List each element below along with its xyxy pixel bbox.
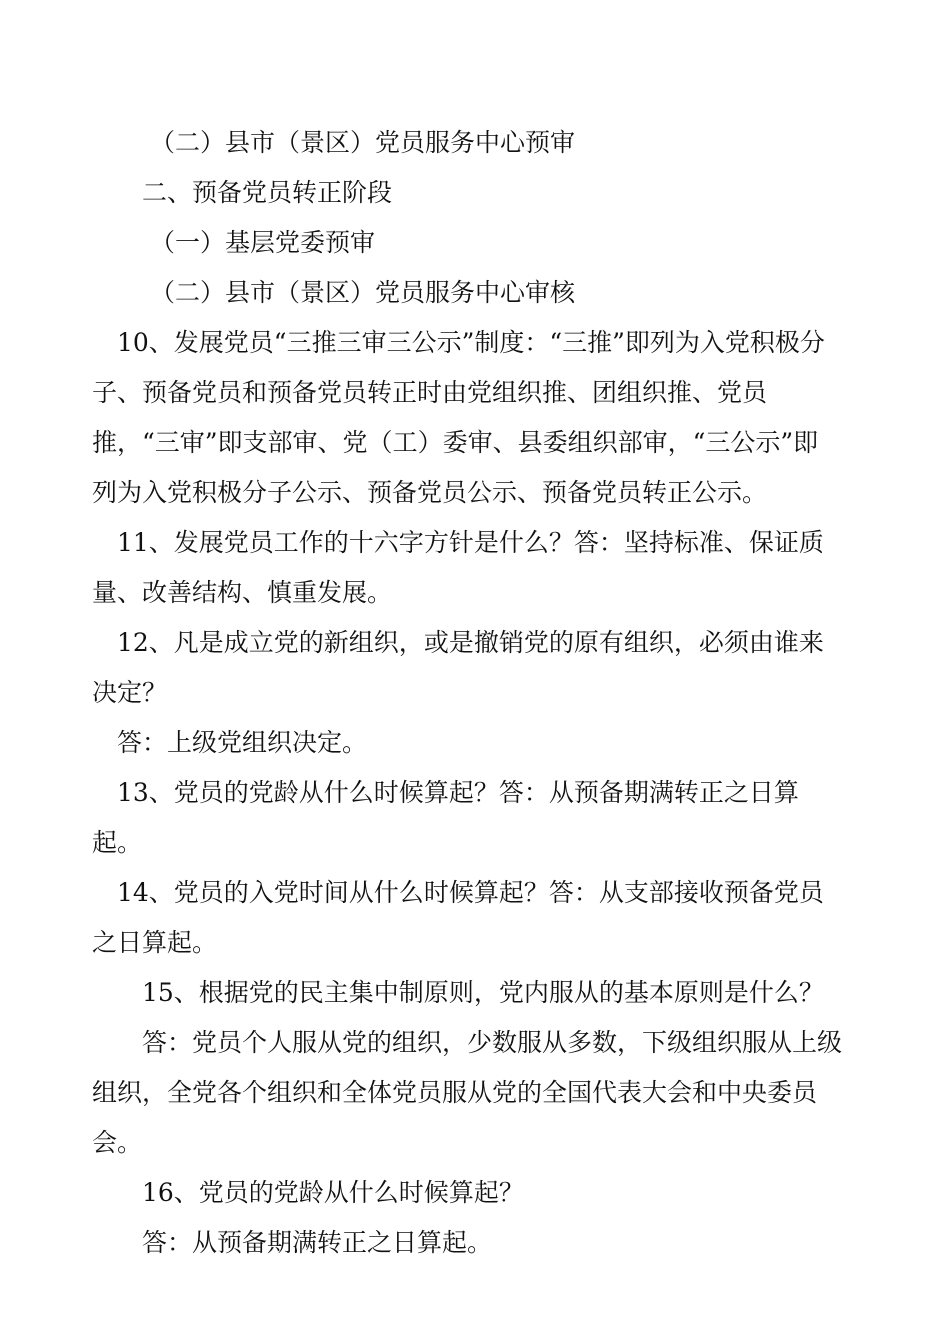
paragraph-item-16-answer: 答：从预备期满转正之日算起。: [142, 1228, 493, 1257]
paragraph-county-service-center-review: （二）县市（景区）党员服务中心审核: [150, 278, 576, 307]
paragraph-item-15-answer: 答：党员个人服从党的组织，少数服从多数，下级组织服从上级组织，全党各个组织和全体党员服从党的全国代表大会和中央委员会。: [92, 1028, 843, 1157]
paragraph-item-12-answer: 答：上级党组织决定。: [117, 728, 368, 757]
document-body: [92, 118, 842, 1268]
paragraph-item-15: 15、根据党的民主集中制原则，党内服从的基本原则是什么？: [142, 978, 824, 1007]
paragraph-item-13: 13、党员的党龄从什么时候算起？答：从预备期满转正之日算起。: [92, 778, 799, 857]
paragraph-item-14: 14、党员的入党时间从什么时候算起？答：从支部接收预备党员之日算起。: [92, 878, 824, 957]
paragraph-grassroots-committee-pre-review: （一）基层党委预审: [150, 228, 376, 257]
paragraph-item-12: 12、凡是成立党的新组织，或是撤销党的原有组织，必须由谁来决定？: [92, 628, 824, 707]
paragraph-item-10: 10、发展党员“三推三审三公示”制度：“三推”即列为入党积极分子、预备党员和预备党员转正时由党组织推、团组织推、党员推，“三审”即支部审、党（工）委审、县委组织部审，“三公示”即列为入党积极分子公示、预备党员公示、预备党员转正公示。: [92, 328, 825, 507]
paragraph-probationary-member-stage: 二、预备党员转正阶段: [142, 178, 393, 207]
paragraph-item-16: 16、党员的党龄从什么时候算起？: [142, 1178, 524, 1207]
paragraph-item-11: 11、发展党员工作的十六字方针是什么？答：坚持标准、保证质量、改善结构、慎重发展。: [92, 528, 824, 607]
paragraph-county-service-center-pre-review: （二）县市（景区）党员服务中心预审: [150, 128, 576, 157]
